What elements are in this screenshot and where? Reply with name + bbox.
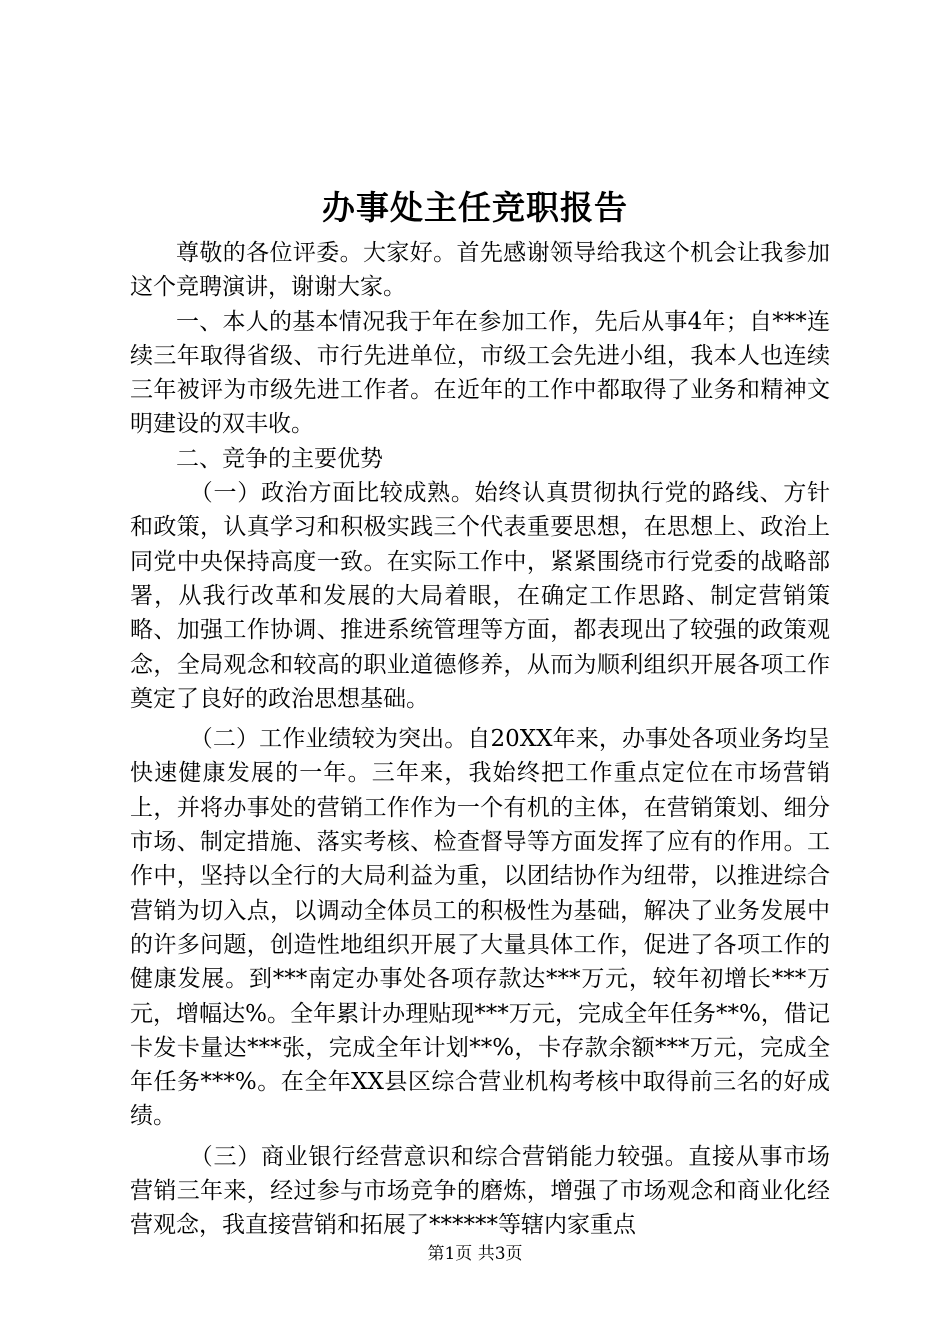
paragraph-basic-info: 一、本人的基本情况我于年在参加工作，先后从事4年；自***连续三年取得省级、市行先进单位，市级工会先进小组，我本人也连续三年被评为市级先进工作者。在近年的工作中都取得了业务和精神文明建设的双丰收。	[130, 308, 830, 438]
paragraph-greeting: 尊敬的各位评委。大家好。首先感谢领导给我这个机会让我参加这个竞聘演讲，谢谢大家。	[130, 240, 830, 301]
paragraph-political: （一）政治方面比较成熟。始终认真贯彻执行党的路线、方针和政策，认真学习和积极实践三个代表重要思想，在思想上、政治上同党中央保持高度一致。在实际工作中，紧紧围绕市行党委的战略部署，从我行改革和发展的大局着眼，在确定工作思路、制定营销策略、加强工作协调、推进系统管理等方面，都表现出了较强的政策观念，全局观念和较高的职业道德修养，从而为顺利组织开展各项工作奠定了良好的政治思想基础。	[130, 480, 830, 712]
section-heading-advantages: 二、竞争的主要优势	[176, 445, 383, 472]
page-footer: 第1页 共3页	[427, 1244, 523, 1264]
document-title: 办事处主任竞职报告	[322, 188, 628, 227]
paragraph-performance: （二）工作业绩较为突出。自20XX年来，办事处各项业务均呈快速健康发展的一年。三年来，我始终把工作重点定位在市场营销上，并将办事处的营销工作作为一个有机的主体，在营销策划、细分市场、制定措施、落实考核、检查督导等方面发挥了应有的作用。工作中，坚持以全行的大局利益为重，以团结协作为纽带，以推进综合营销为切入点，以调动全体员工的积极性为基础，解决了业务发展中的许多问题，创造性地组织开展了大量具体工作，促进了各项工作的健康发展。到***南定办事处各项存款达***万元，较年初增长***万元，增幅达%。全年累计办理贴现***万元，完成全年任务**%，借记卡发卡量达***张，完成全年计划**%，卡存款余额***万元，完成全年任务***%。在全年XX县区综合营业机构考核中取得前三名的好成绩。	[130, 726, 830, 1130]
document-body	[130, 236, 830, 1243]
paragraph-marketing: （三）商业银行经营意识和综合营销能力较强。直接从事市场营销三年来，经过参与市场竞争的磨炼，增强了市场观念和商业化经营观念，我直接营销和拓展了******等辖内家重点	[130, 1143, 830, 1239]
